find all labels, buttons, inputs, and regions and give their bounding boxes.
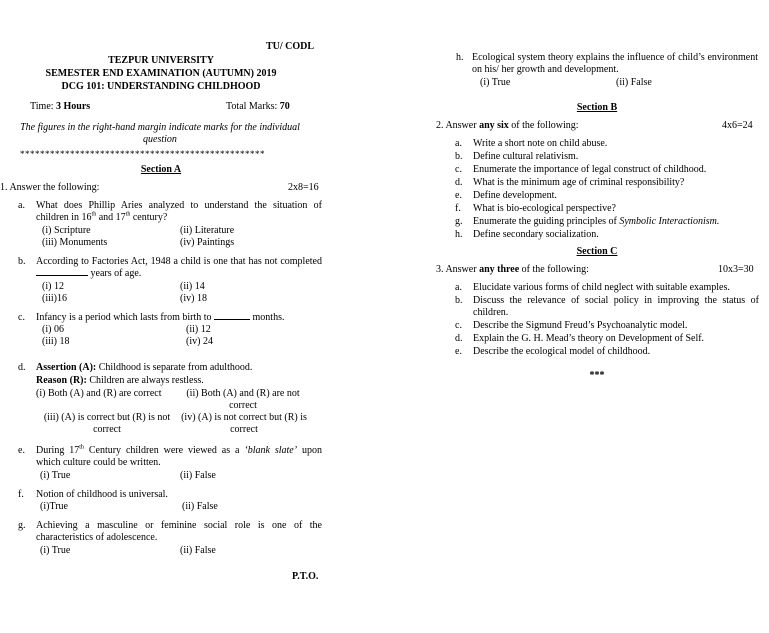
- item-b-letter: b.: [18, 256, 26, 267]
- item-c-text: Infancy is a period which lasts from birth to months.: [36, 312, 285, 323]
- option: (iv) (A) is not correct but (R) is correct: [181, 412, 307, 435]
- section-b-list: [455, 138, 755, 242]
- question-2-marks: 4x6=24: [722, 120, 753, 131]
- option: (ii) Both (A) and (R) are not correct: [186, 388, 300, 411]
- item-d-reason: Reason (R): Children are always restless.: [36, 375, 204, 386]
- option: (i) True: [40, 545, 71, 556]
- end-mark: ***: [589, 370, 605, 381]
- marks-label: Total Marks:: [226, 101, 278, 112]
- list-item: d. What is the minimum age of criminal responsibility?: [455, 177, 685, 188]
- list-item: b. Define cultural relativism.: [455, 151, 579, 162]
- answer-blank: [214, 319, 250, 320]
- option: (i) 12: [42, 281, 64, 292]
- item-g-letter: g.: [18, 520, 26, 531]
- list-item: g. Enumerate the guiding principles of Symbolic Interactionism.: [455, 216, 720, 227]
- list-item-letter: c.: [455, 320, 462, 331]
- list-item: f. What is bio-ecological perspective?: [455, 203, 616, 214]
- time-value: 3 Hours: [56, 101, 91, 112]
- option: (ii) False: [180, 545, 216, 556]
- answer-blank: [36, 275, 88, 276]
- course-title: DCG 101: UNDERSTANDING CHILDHOOD: [61, 81, 261, 92]
- list-item: h. Define secondary socialization.: [455, 229, 599, 240]
- item-f-text: Notion of childhood is universal.: [36, 489, 168, 500]
- section-a-title: Section A: [140, 164, 182, 175]
- question-2: 2. Answer any six of the following:: [436, 120, 579, 131]
- option: (iv) 18: [180, 293, 207, 304]
- marks-line: [226, 101, 290, 113]
- list-item-letter: b.: [455, 295, 463, 306]
- star-divider: *************************************************: [20, 149, 265, 159]
- item-g-text: Achieving a masculine or feminine social role is one of the characteristics of adolescence.: [36, 520, 322, 543]
- list-item: a. Write a short note on child abuse.: [455, 138, 608, 149]
- option: (i)True: [40, 501, 68, 512]
- option: (i) True: [480, 77, 511, 88]
- item-h-text: Ecological system theory explains the influence of child’s environment on his/ her growth and development.: [472, 52, 758, 75]
- exam-code: TU/ CODL: [266, 41, 315, 52]
- list-item: e. Define development.: [455, 190, 557, 201]
- question-3: 3. Answer any three of the following:: [436, 264, 589, 275]
- option: (iii) 18: [42, 336, 70, 347]
- item-h-letter: h.: [456, 52, 464, 63]
- option: (i) 06: [42, 324, 64, 335]
- option: (ii) 12: [186, 324, 211, 335]
- option: (ii) 14: [180, 281, 205, 292]
- marks-note: The figures in the right-hand margin indicate marks for the individual question: [20, 122, 300, 145]
- item-a-letter: a.: [18, 200, 25, 211]
- section-c-title: Section C: [576, 246, 618, 257]
- exam-title: SEMESTER END EXAMINATION (AUTUMN) 2019: [45, 68, 277, 79]
- section-b-title: Section B: [576, 102, 618, 113]
- item-a-text: What does Phillip Aries analyzed to understand the situation of children in 16th and 17th century?: [36, 200, 322, 223]
- item-e-letter: e.: [18, 445, 25, 456]
- pto-note: P.T.O.: [292, 571, 319, 582]
- option: (ii) False: [180, 470, 216, 481]
- option: (iv) Paintings: [180, 237, 235, 248]
- list-item: Discuss the relevance of social policy in improving the status of children.: [473, 295, 759, 318]
- time-label: Time:: [30, 101, 54, 112]
- marks-value: 70: [279, 101, 290, 112]
- item-b-text: According to Factories Act, 1948 a child is one that has not completed years of age.: [36, 256, 322, 279]
- list-item-letter: e.: [455, 346, 462, 357]
- option: (iv) 24: [186, 336, 213, 347]
- list-item: Describe the ecological model of childhood.: [473, 346, 651, 357]
- option: (iii)16: [42, 293, 67, 304]
- list-item-letter: d.: [455, 333, 463, 344]
- option: (ii) False: [616, 77, 652, 88]
- option: (i) Scripture: [42, 225, 91, 236]
- list-item: Elucidate various forms of child neglect with suitable examples.: [473, 282, 730, 293]
- list-item: Explain the G. H. Mead’s theory on Development of Self.: [473, 333, 705, 344]
- option: (iii) (A) is correct but (R) is not correct: [43, 412, 171, 435]
- option: (ii) Literature: [180, 225, 235, 236]
- list-item-letter: a.: [455, 282, 462, 293]
- item-d-letter: d.: [18, 362, 26, 373]
- option: (ii) False: [182, 501, 218, 512]
- option: (i) Both (A) and (R) are correct: [36, 388, 162, 399]
- option: (i) True: [40, 470, 71, 481]
- item-c-letter: c.: [18, 312, 25, 323]
- item-e-text: During 17th Century children were viewed as a ‘blank slate’ upon which culture could be written.: [36, 444, 322, 468]
- item-d-assertion: Assertion (A): Childhood is separate from adulthood.: [36, 362, 253, 373]
- list-item: c. Enumerate the importance of legal construct of childhood.: [455, 164, 707, 175]
- question-3-marks: 10x3=30: [718, 264, 754, 275]
- question-1-marks: 2x8=16: [288, 182, 319, 193]
- time-line: [30, 101, 90, 113]
- question-1: 1. Answer the following:: [0, 182, 100, 193]
- option: (iii) Monuments: [42, 237, 108, 248]
- item-f-letter: f.: [18, 489, 24, 500]
- university-name: TEZPUR UNIVERSITY: [108, 55, 214, 66]
- list-item: Describe the Sigmund Freud’s Psychoanalytic model.: [473, 320, 688, 331]
